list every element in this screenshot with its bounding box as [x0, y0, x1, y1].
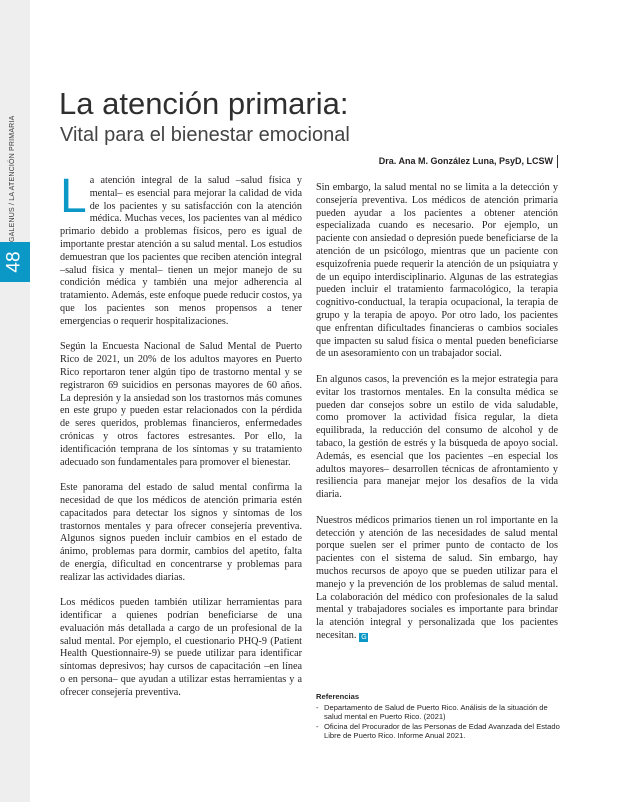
- paragraph-signs: Este panorama del estado de salud mental confirma la necesidad de que los médicos de atención primaria estén capacitados para detectar los signos y síntomas de los trastornos mentales y para ofrecer consejería preventiva. Algunos signos pueden incluir cambios en el estado de ánimo, problemas para dormir, cambios del apetito, falta de energía, dificultad en concentrarse y problemas para realizar las actividades diarias.: [60, 482, 302, 583]
- end-of-article-icon: G: [361, 633, 367, 641]
- paragraph-conclusion-text: Nuestros médicos primarios tienen un rol importante en la detección y atención de las necesidades de salud mental porque suelen ser el primer punto de contacto de los pacientes con el sistema de salud. Sin embargo, hay muchos recursos de apoyo que se pueden utilizar para el manejo y la prevención de los problemas de salud mental. La colaboración del médico con profesionales de la salud mental y trabajadores sociales es importante para brindar la atención integral y personalizada que los pacientes necesitan.: [316, 514, 558, 641]
- paragraph-specialized-care: Sin embargo, la salud mental no se limita a la detección y consejería preventiva. Los médicos de atención primaria pueden ayudar a los pacientes a obtener atención especializada cuando es necesario. Por ejemplo, un paciente con ansiedad o depresión puede beneficiarse de la atención de un psicólogo, mientras que un paciente con esquizofrenia puede requerir la atención de un psiquiatra y de un equipo interdisciplinario. Algunas de las estrategias pueden incluir el tratamiento farmacológico, la terapia cognitivo-conductual, la terapia ocupacional, la terapia de grupo y la terapia de apoyo. Por otro lado, los pacientes que enfrentan dificultades financieras o cambios sociales que impacten su salud física o mental pueden beneficiarse de un asesoramiento con un trabajador social.: [316, 182, 558, 360]
- author-byline: Dra. Ana M. González Luna, PsyD, LCSW: [378, 156, 553, 166]
- article-title: La atención primaria:: [59, 86, 349, 121]
- article-column-left: [60, 170, 302, 712]
- article-column-right: [316, 182, 558, 655]
- reference-text: Oficina del Procurador de las Personas de Edad Avanzada del Estado Libre de Puerto Rico. Informe Anual 2021.: [324, 721, 560, 741]
- reference-dash: -: [316, 721, 319, 731]
- paragraph-tools: Los médicos pueden también utilizar herramientas para identificar a quienes podrían beneficiarse de una evaluación más detallada a cargo de un profesional de la salud mental. Por ejemplo, el cuestionario PHQ-9 (Patient Health Questionnaire-9) se puede utilizar para identificar síntomas depresivos; hay cursos de capacitación –en línea o en persona– que ayudan a utilizar estas herramientas y a ofrecer consejería preventiva.: [60, 597, 302, 698]
- reference-item: [316, 722, 561, 741]
- reference-item: [316, 703, 561, 722]
- references: [316, 692, 561, 741]
- reference-dash: -: [316, 702, 319, 712]
- reference-text: Departamento de Salud de Puerto Rico. Análisis de la situación de salud mental en Puerto Rico. (2021): [324, 702, 548, 722]
- paragraph-intro: [60, 170, 302, 329]
- paragraph-intro-text: a atención integral de la salud –salud física y mental– es esencial para mejorar la calidad de vida de los pacientes y su satisfacción con la atención médica. Muchas veces, los pacientes van al médico primario debido a problemas físicos, pero es igual de importante prestar atención a su salud mental. Los estudios demuestran que los pacientes que reciben atención integral –salud física y mental– tienen un mejor manejo de su condición médica y también una mejor adherencia al tratamiento. Además, este enfoque puede reducir costos, ya que los pacientes son menos propensos a tener emergencias o requerir hospitalizaciones.: [60, 175, 302, 327]
- byline-divider: [557, 155, 558, 168]
- drop-cap: L: [60, 170, 87, 223]
- page-number-box: [0, 242, 30, 282]
- references-title: Referencias: [316, 692, 360, 701]
- paragraph-prevention: En algunos casos, la prevención es la mejor estrategia para evitar los trastornos mentales. En la consulta médica se pueden dar consejos sobre un estilo de vida saludable, como promover la actividad física regular, la dieta equilibrada, la reducción del consumo de alcohol y de tabaco, la gestión de estrés y la búsqueda de apoyo social. Además, es esencial que los pacientes –en especial los adultos mayores– desarrollen técnicas de afrontamiento y resiliencia para manejar mejor los desafíos de la vida diaria.: [316, 373, 558, 501]
- paragraph-survey: Según la Encuesta Nacional de Salud Mental de Puerto Rico de 2021, un 20% de los adultos mayores en Puerto Rico reportaron tener algún tipo de trastorno mental y se registraron 69 suicidios en personas mayores de 60 años. La depresión y la ansiedad son los trastornos más comunes en este grupo y pueden estar relacionados con la pérdida de seres queridos, problemas financieros, enfermedades crónicas y otros factores estresantes. Por ello, la identificación temprana de los síntomas y su tratamiento adecuado son fundamentales para promover el bienestar.: [60, 341, 302, 468]
- running-head: GALENUS / LA ATENCIÓN PRIMARIA: [9, 115, 16, 242]
- article-subtitle: Vital para el bienestar emocional: [60, 124, 350, 146]
- page-number: 48: [3, 251, 25, 273]
- paragraph-conclusion: [316, 515, 558, 643]
